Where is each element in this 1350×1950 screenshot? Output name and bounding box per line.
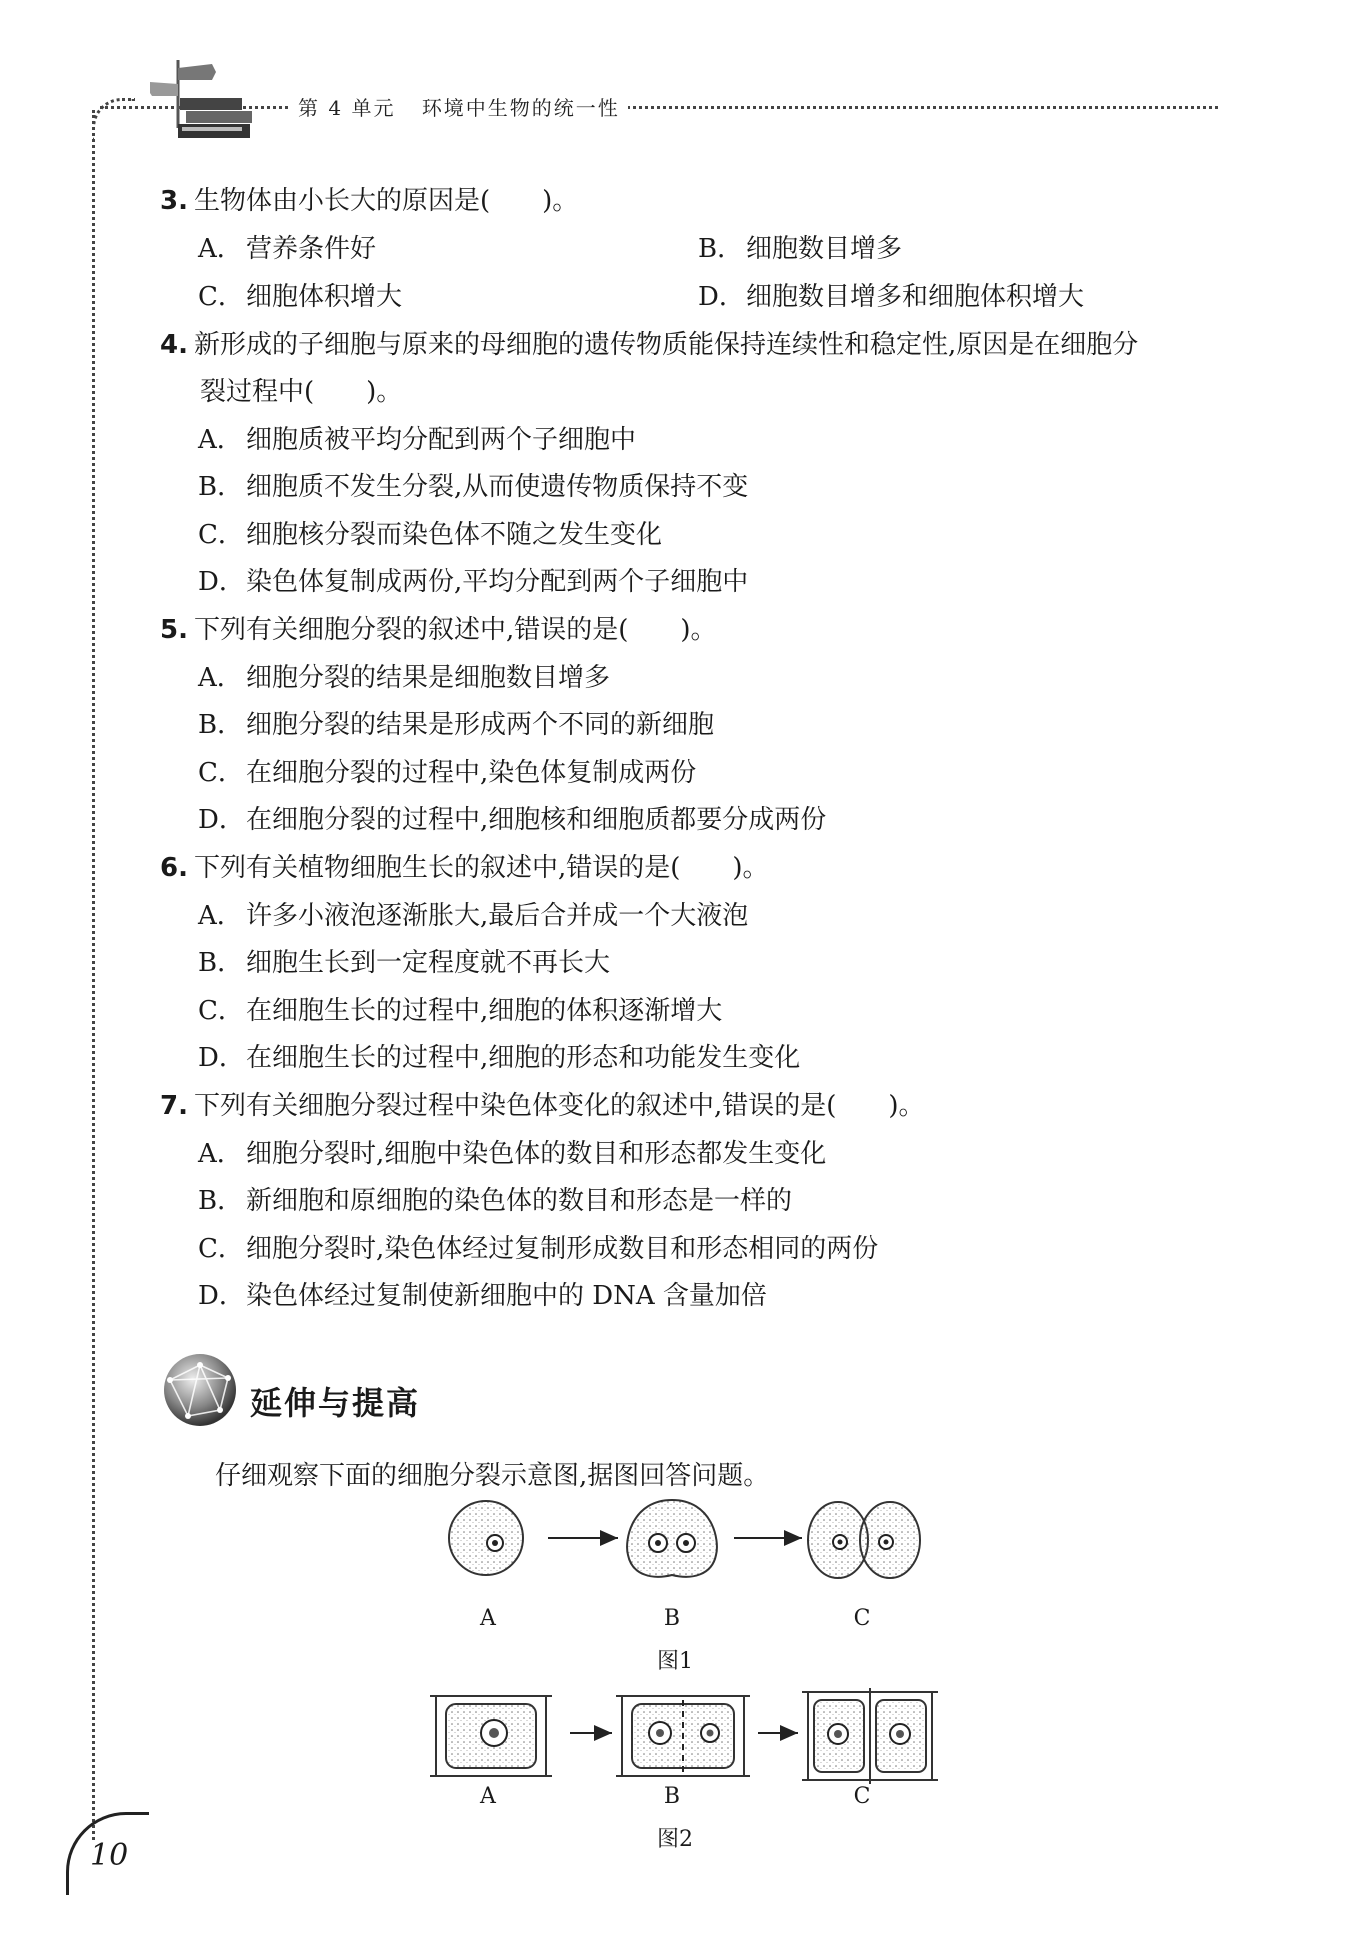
option-6d: D．在细胞生长的过程中,细胞的形态和功能发生变化 (198, 1043, 801, 1073)
running-header (290, 92, 628, 121)
fig1-label-a: A (480, 1606, 496, 1631)
option-6a: A． 许多小液泡逐渐胀大,最后合并成一个大液泡 (198, 901, 749, 931)
option-5c: C．在细胞分裂的过程中,染色体复制成两份 (198, 758, 697, 788)
question-5 (160, 610, 717, 650)
fig2-cell-c (802, 1688, 938, 1784)
section-instruction: 仔细观察下面的细胞分裂示意图,据图回答问题。 (215, 1461, 770, 1491)
option-3b: B． 细胞数目增多 (698, 234, 903, 264)
header-rule (100, 106, 1218, 109)
option-4b: B． 细胞质不发生分裂,从而使遗传物质保持不变 (198, 472, 749, 502)
question-6 (160, 848, 769, 888)
option-5a: A． 细胞分裂的结果是细胞数目增多 (198, 663, 611, 693)
option-7b: B． 新细胞和原细胞的染色体的数目和形态是一样的 (198, 1186, 793, 1216)
page-number-value: 10 (90, 1838, 129, 1873)
fig2-label-a: A (480, 1784, 496, 1809)
page-number (64, 1818, 144, 1888)
question-stem: 下列有关细胞分裂过程中染色体变化的叙述中,错误的是( )。 (193, 1091, 925, 1121)
question-number: 7. (160, 1091, 188, 1121)
fig2-cell-b (616, 1696, 750, 1776)
question-stem: 下列有关细胞分裂的叙述中,错误的是( )。 (193, 615, 717, 645)
fig1-cell-b (627, 1500, 717, 1577)
section-title: 延伸与提高 (250, 1384, 421, 1422)
question-stem: 新形成的子细胞与原来的母细胞的遗传物质能保持连续性和稳定性,原因是在细胞分 (193, 330, 1139, 360)
page-border-corner (92, 98, 135, 141)
fig2-caption: 图2 (657, 1827, 693, 1852)
question-number: 5. (160, 615, 188, 645)
unit-label: 第 4 单元 (298, 96, 396, 120)
option-7a: A． 细胞分裂时,细胞中染色体的数目和形态都发生变化 (198, 1139, 827, 1169)
fig2-label-b: B (663, 1784, 681, 1809)
question-7 (160, 1086, 925, 1126)
option-3c: C．细胞体积增大 (198, 282, 403, 312)
fig1-caption: 图1 (657, 1649, 693, 1674)
option-5d: D．在细胞分裂的过程中,细胞核和细胞质都要分成两份 (198, 805, 827, 835)
option-4d: D．染色体复制成两份,平均分配到两个子细胞中 (198, 567, 749, 597)
option-5b: B． 细胞分裂的结果是形成两个不同的新细胞 (198, 710, 715, 740)
question-stem: 生物体由小长大的原因是( )。 (193, 186, 579, 216)
option-4a: A． 细胞质被平均分配到两个子细胞中 (198, 425, 637, 455)
globe-network-icon (160, 1350, 240, 1430)
page-border-left (92, 110, 95, 1840)
question-stem-continued: 裂过程中( )。 (200, 377, 403, 407)
option-3a: A． 营养条件好 (198, 234, 377, 264)
option-4c: C．细胞核分裂而染色体不随之发生变化 (198, 520, 663, 550)
question-stem: 下列有关植物细胞生长的叙述中,错误的是( )。 (193, 853, 769, 883)
fig2-label-c: C (853, 1784, 871, 1809)
question-number: 3. (160, 186, 188, 216)
question-3 (160, 181, 578, 221)
fig2-cell-a (430, 1696, 552, 1776)
fig1-label-c: C (853, 1606, 871, 1631)
fig1-cell-a (449, 1501, 523, 1575)
question-number: 4. (160, 330, 188, 360)
fig1-cell-c (808, 1502, 920, 1578)
option-6c: C．在细胞生长的过程中,细胞的体积逐渐增大 (198, 996, 723, 1026)
question-4 (160, 325, 1138, 365)
question-number: 6. (160, 853, 188, 883)
option-7d: D．染色体经过复制使新细胞中的 DNA 含量加倍 (198, 1281, 767, 1311)
books-logo-icon (150, 58, 260, 148)
unit-title: 环境中生物的统一性 (421, 96, 620, 120)
option-3d: D．细胞数目增多和细胞体积增大 (698, 282, 1085, 312)
option-7c: C．细胞分裂时,染色体经过复制形成数目和形态相同的两份 (198, 1234, 879, 1264)
option-6b: B． 细胞生长到一定程度就不再长大 (198, 948, 611, 978)
fig1-label-b: B (663, 1606, 681, 1631)
